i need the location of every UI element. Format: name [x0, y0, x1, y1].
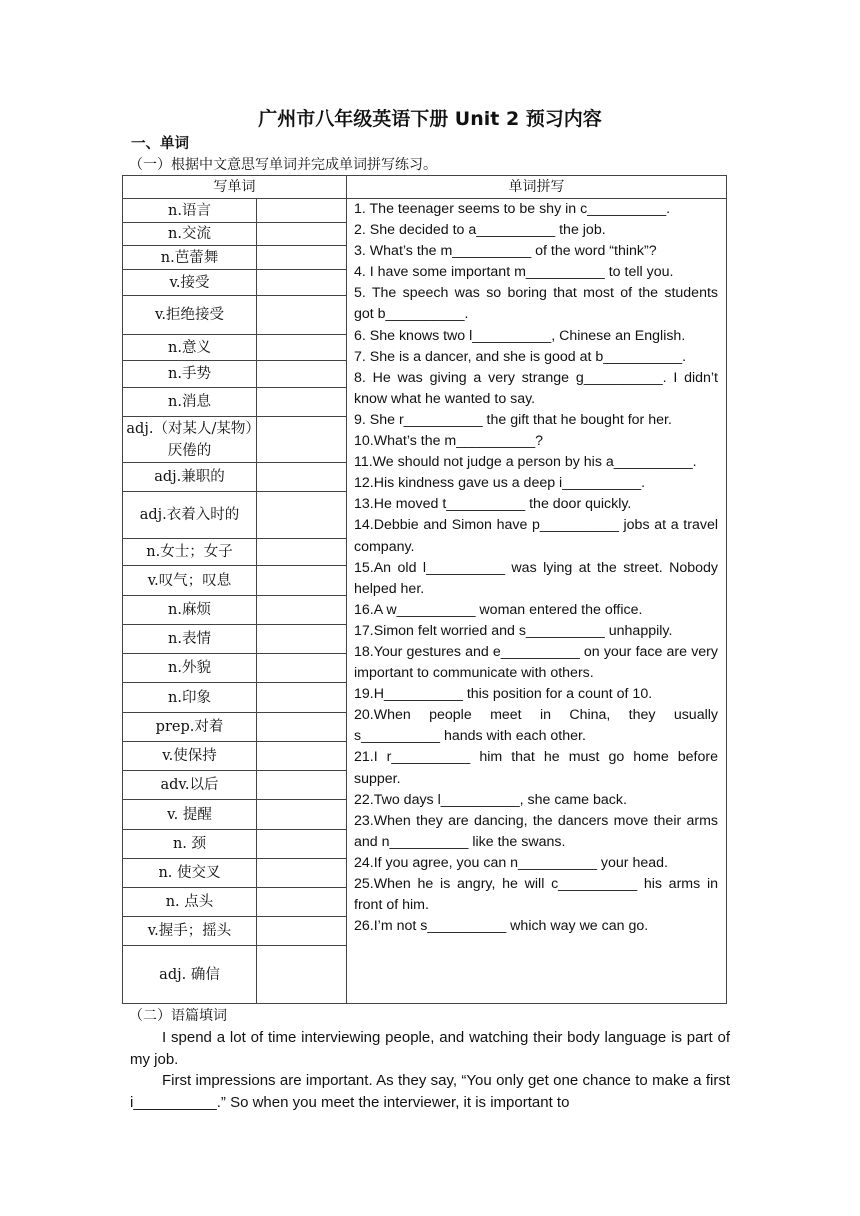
- answer-cell[interactable]: [257, 800, 346, 829]
- sentence: 5. The speech was so boring that most of the students got b__________.: [354, 285, 718, 323]
- table-rule: [122, 269, 347, 270]
- table-rule: [122, 945, 347, 946]
- word-cell: n.女士；女子: [146, 544, 233, 560]
- table-rule: [122, 245, 347, 246]
- table-rule: [122, 829, 347, 830]
- word-cell: n.麻烦: [168, 602, 211, 618]
- sentence: 14.Debbie and Simon have p__________ jobs at a travel company.: [354, 517, 718, 555]
- table-rule: [122, 741, 347, 742]
- word-cell: n.交流: [168, 226, 211, 242]
- sentence: 21.I r__________ him that he must go home before supper.: [354, 749, 718, 787]
- table-rule: [122, 916, 347, 917]
- word-cell: n.语言: [168, 202, 211, 219]
- table-rule: [122, 295, 347, 296]
- answer-cell[interactable]: [257, 417, 346, 462]
- answer-cell[interactable]: [257, 830, 346, 858]
- sentence: 19.H__________ this position for a count of 10.: [354, 686, 653, 703]
- table-rule: [122, 360, 347, 361]
- word-cell: v.拒绝接受: [154, 307, 225, 323]
- answer-cell[interactable]: [257, 946, 346, 1003]
- table-rule: [122, 387, 347, 388]
- word-cell: v. 提醒: [167, 806, 212, 823]
- sentence: 3. What’s the m__________ of the word “think”?: [354, 243, 657, 260]
- sentence: 24.If you agree, you can n__________ your head.: [354, 854, 668, 871]
- table-rule: [346, 175, 347, 1003]
- sentence: 23.When they are dancing, the dancers move their arms and n__________ like the swans.: [354, 812, 718, 850]
- word-cell: v.叹气；叹息: [147, 572, 232, 589]
- sentence: 6. She knows two l__________, Chinese an English.: [354, 327, 686, 344]
- answer-cell[interactable]: [257, 917, 346, 945]
- word-cell: prep.对着: [155, 719, 224, 735]
- table-rule: [122, 198, 727, 199]
- page-title: 广州市八年级英语下册 Unit 2 预习内容: [258, 108, 602, 130]
- sentence: 18.Your gestures and e__________ on your face are very important to communicate with others.: [354, 643, 718, 682]
- sentence: 17.Simon felt worried and s__________ unhappily.: [354, 622, 673, 639]
- sentence: 9. She r__________ the gift that he bought for her.: [354, 411, 672, 428]
- table-rule: [256, 198, 257, 1003]
- word-cell: adv.以后: [160, 777, 219, 793]
- sentence: 13.He moved t__________ the door quickly.: [354, 496, 632, 513]
- answer-cell[interactable]: [257, 539, 346, 565]
- subsection-heading: （二）语篇填词: [129, 1008, 227, 1024]
- sentence: 10.What’s the m__________?: [354, 433, 544, 450]
- sentence: 22.Two days l__________, she came back.: [354, 791, 627, 808]
- table-rule: [122, 770, 347, 771]
- answer-cell[interactable]: [257, 888, 346, 916]
- sentence: 8. He was giving a very strange g__________. I didn’t know what he wanted to say.: [354, 369, 718, 407]
- table-rule: [122, 887, 347, 888]
- sentence: 12.His kindness gave us a deep i__________.: [354, 475, 646, 492]
- table-rule: [122, 175, 727, 176]
- table-rule: [122, 1003, 727, 1004]
- word-cell: v.握手；摇头: [147, 923, 232, 939]
- word-cell: adj.兼职的: [154, 469, 225, 485]
- answer-cell[interactable]: [257, 296, 346, 334]
- word-cell: n. 颈: [172, 836, 207, 852]
- answer-cell[interactable]: [257, 625, 346, 653]
- sentence-list: [354, 199, 718, 937]
- word-cell: adj.（对某人/某物）厌倦的: [126, 420, 253, 459]
- answer-cell[interactable]: [257, 596, 346, 624]
- table-rule: [122, 491, 347, 492]
- answer-cell[interactable]: [257, 335, 346, 360]
- sentence: 20.When people meet in China, they usually s__________ hands with each other.: [354, 707, 718, 745]
- sentence: 26.I’m not s__________ which way we can go.: [354, 918, 649, 935]
- word-cell: n.印象: [168, 689, 211, 706]
- table-rule: [726, 175, 727, 1003]
- table-rule: [122, 175, 123, 1003]
- sentence: 2. She decided to a__________ the job.: [354, 222, 606, 239]
- word-cell: n.表情: [168, 631, 211, 647]
- table-rule: [122, 416, 347, 417]
- word-cell: n.消息: [168, 394, 211, 410]
- passage-paragraph: I spend a lot of time interviewing people, and watching their body language is part of my job.: [130, 1029, 730, 1068]
- answer-cell[interactable]: [257, 270, 346, 295]
- table-rule: [122, 624, 347, 625]
- word-cell: n.外貌: [168, 660, 211, 676]
- answer-cell[interactable]: [257, 246, 346, 269]
- answer-cell[interactable]: [257, 388, 346, 416]
- answer-cell[interactable]: [257, 683, 346, 712]
- header-write: 写单词: [213, 179, 256, 195]
- header-spell: 单词拼写: [508, 179, 565, 195]
- answer-cell[interactable]: [257, 361, 346, 387]
- answer-cell[interactable]: [257, 742, 346, 770]
- word-cell: v.使保持: [162, 748, 217, 764]
- table-rule: [122, 653, 347, 654]
- sentence: 11.We should not judge a person by his a__________.: [354, 454, 697, 471]
- passage-paragraph: First impressions are important. As they say, “You only get one chance to make a first i__________.” So when you meet the interviewer, it is important to: [130, 1072, 730, 1111]
- word-cell: n. 使交叉: [158, 865, 221, 881]
- word-cell: adj.衣着入时的: [139, 507, 240, 523]
- answer-cell[interactable]: [257, 859, 346, 887]
- table-rule: [122, 682, 347, 683]
- word-cell: n. 点头: [165, 894, 214, 910]
- table-rule: [122, 595, 347, 596]
- answer-cell[interactable]: [257, 463, 346, 491]
- answer-cell[interactable]: [257, 223, 346, 245]
- subsection-heading: （一）根据中文意思写单词并完成单词拼写练习。: [129, 157, 437, 173]
- sentence: 25.When he is angry, he will c__________ his arms in front of him.: [354, 876, 718, 914]
- sentence: 15.An old l__________ was lying at the street. Nobody helped her.: [354, 559, 718, 597]
- answer-cell[interactable]: [257, 199, 346, 222]
- answer-cell[interactable]: [257, 566, 346, 595]
- word-cell: n.芭蕾舞: [160, 249, 219, 266]
- sentence: 16.A w__________ woman entered the office.: [354, 601, 643, 618]
- answer-cell[interactable]: [257, 771, 346, 799]
- table-rule: [122, 222, 347, 223]
- table-rule: [122, 334, 347, 335]
- table-rule: [122, 799, 347, 800]
- section-heading: 一、单词: [131, 136, 189, 152]
- word-cell: n.手势: [168, 366, 211, 382]
- word-cell: adj. 确信: [159, 966, 220, 983]
- word-cell: v.接受: [169, 274, 210, 291]
- sentence: 7. She is a dancer, and she is good at b__________.: [354, 348, 687, 365]
- table-rule: [122, 858, 347, 859]
- answer-cell[interactable]: [257, 713, 346, 741]
- table-rule: [122, 462, 347, 463]
- table-rule: [122, 565, 347, 566]
- word-cell: n.意义: [168, 339, 211, 356]
- answer-cell[interactable]: [257, 492, 346, 538]
- sentence: 4. I have some important m__________ to tell you.: [354, 264, 674, 281]
- table-rule: [122, 712, 347, 713]
- table-rule: [122, 538, 347, 539]
- sentence: 1. The teenager seems to be shy in c__________.: [354, 201, 671, 217]
- answer-cell[interactable]: [257, 654, 346, 682]
